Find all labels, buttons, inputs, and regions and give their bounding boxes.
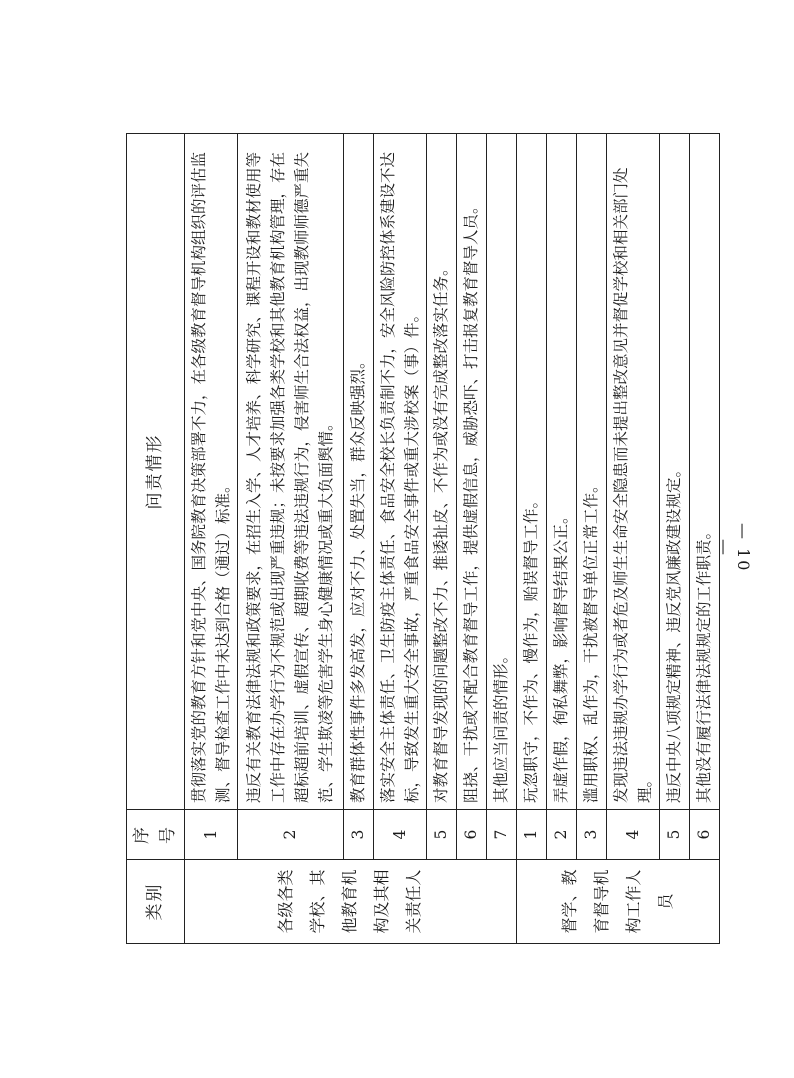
table-row <box>606 134 659 944</box>
accountability-table <box>126 133 720 944</box>
table-row <box>516 134 546 944</box>
row-number: 1 <box>184 810 237 860</box>
row-text: 对教育督导发现的问题整改不力、推诿扯皮、不作为或没有完成整改落实任务。 <box>426 134 456 810</box>
row-text: 违反有关教育法律法规和政策要求，在招生入学、人才培养、科学研究、课程开设和教材使用等工作中存在办学行为不规范或出现严重违规；未按要求加强各类学校和其他教育机构管理，存在超标超前培训、虚假宣传、超期收费等违法违规行为，侵害师生合法权益，出现教师师德严重失范、学生欺凌等危害学生身心健康情况或重大负面舆情。 <box>237 134 343 810</box>
header-category: 类别 <box>127 860 185 944</box>
row-number: 6 <box>456 810 486 860</box>
row-number: 4 <box>606 810 659 860</box>
row-number: 5 <box>426 810 456 860</box>
table-row <box>237 134 343 944</box>
row-text: 落实安全主体责任、卫生防疫主体责任、食品安全校长负责制不力，安全风险防控体系建设不达标，导致发生重大安全事故，严重食品安全事件或重大涉校案（事）件。 <box>373 134 426 810</box>
row-number: 5 <box>659 810 689 860</box>
row-text: 违反中央八项规定精神、违反党风廉政建设规定。 <box>659 134 689 810</box>
category-cell-supervisors: 督学、教育督导机构工作人员 <box>516 860 719 944</box>
row-text: 玩忽职守，不作为、慢作为，贻误督导工作。 <box>516 134 546 810</box>
table-row <box>184 134 237 944</box>
row-number: 1 <box>516 810 546 860</box>
table-row <box>426 134 456 944</box>
table-row <box>659 134 689 944</box>
row-number: 4 <box>373 810 426 860</box>
row-number: 2 <box>546 810 576 860</box>
row-text: 教育群体性事件多发高发，应对不力、处置失当，群众反映强烈。 <box>343 134 373 810</box>
table-header-row <box>127 134 185 944</box>
row-number: 2 <box>237 810 343 860</box>
table-row <box>546 134 576 944</box>
header-number: 序号 <box>127 810 185 860</box>
table-row <box>373 134 426 944</box>
row-number: 3 <box>576 810 606 860</box>
table-row <box>576 134 606 944</box>
page-number: — 10 — <box>715 523 753 573</box>
row-text: 弄虚作假，徇私舞弊，影响督导结果公正。 <box>546 134 576 810</box>
row-text: 其他没有履行法律法规规定的工作职责。 <box>689 134 719 810</box>
row-text: 贯彻落实党的教育方针和党中央、国务院教育决策部署不力，在各级教育督导机构组织的评估监测、督导检查工作中未达到合格（通过）标准。 <box>184 134 237 810</box>
table-row <box>456 134 486 944</box>
row-number: 6 <box>689 810 719 860</box>
table-row <box>486 134 516 944</box>
table-row <box>343 134 373 944</box>
row-number: 7 <box>486 810 516 860</box>
category-cell-schools: 各级各类学校、其他教育机构及其相关责任人 <box>184 860 516 944</box>
header-situation: 问责情形 <box>127 134 185 810</box>
row-text: 滥用职权、乱作为，干扰被督导单位正常工作。 <box>576 134 606 810</box>
row-text: 发现违法违规办学行为或者危及师生生命安全隐患而未提出整改意见并督促学校和相关部门处理。 <box>606 134 659 810</box>
row-text: 阻挠、干扰或不配合教育督导工作，提供虚假信息，威胁恐吓、打击报复教育督导人员。 <box>456 134 486 810</box>
row-number: 3 <box>343 810 373 860</box>
rotated-table-container <box>126 134 714 944</box>
row-text: 其他应当问责的情形。 <box>486 134 516 810</box>
